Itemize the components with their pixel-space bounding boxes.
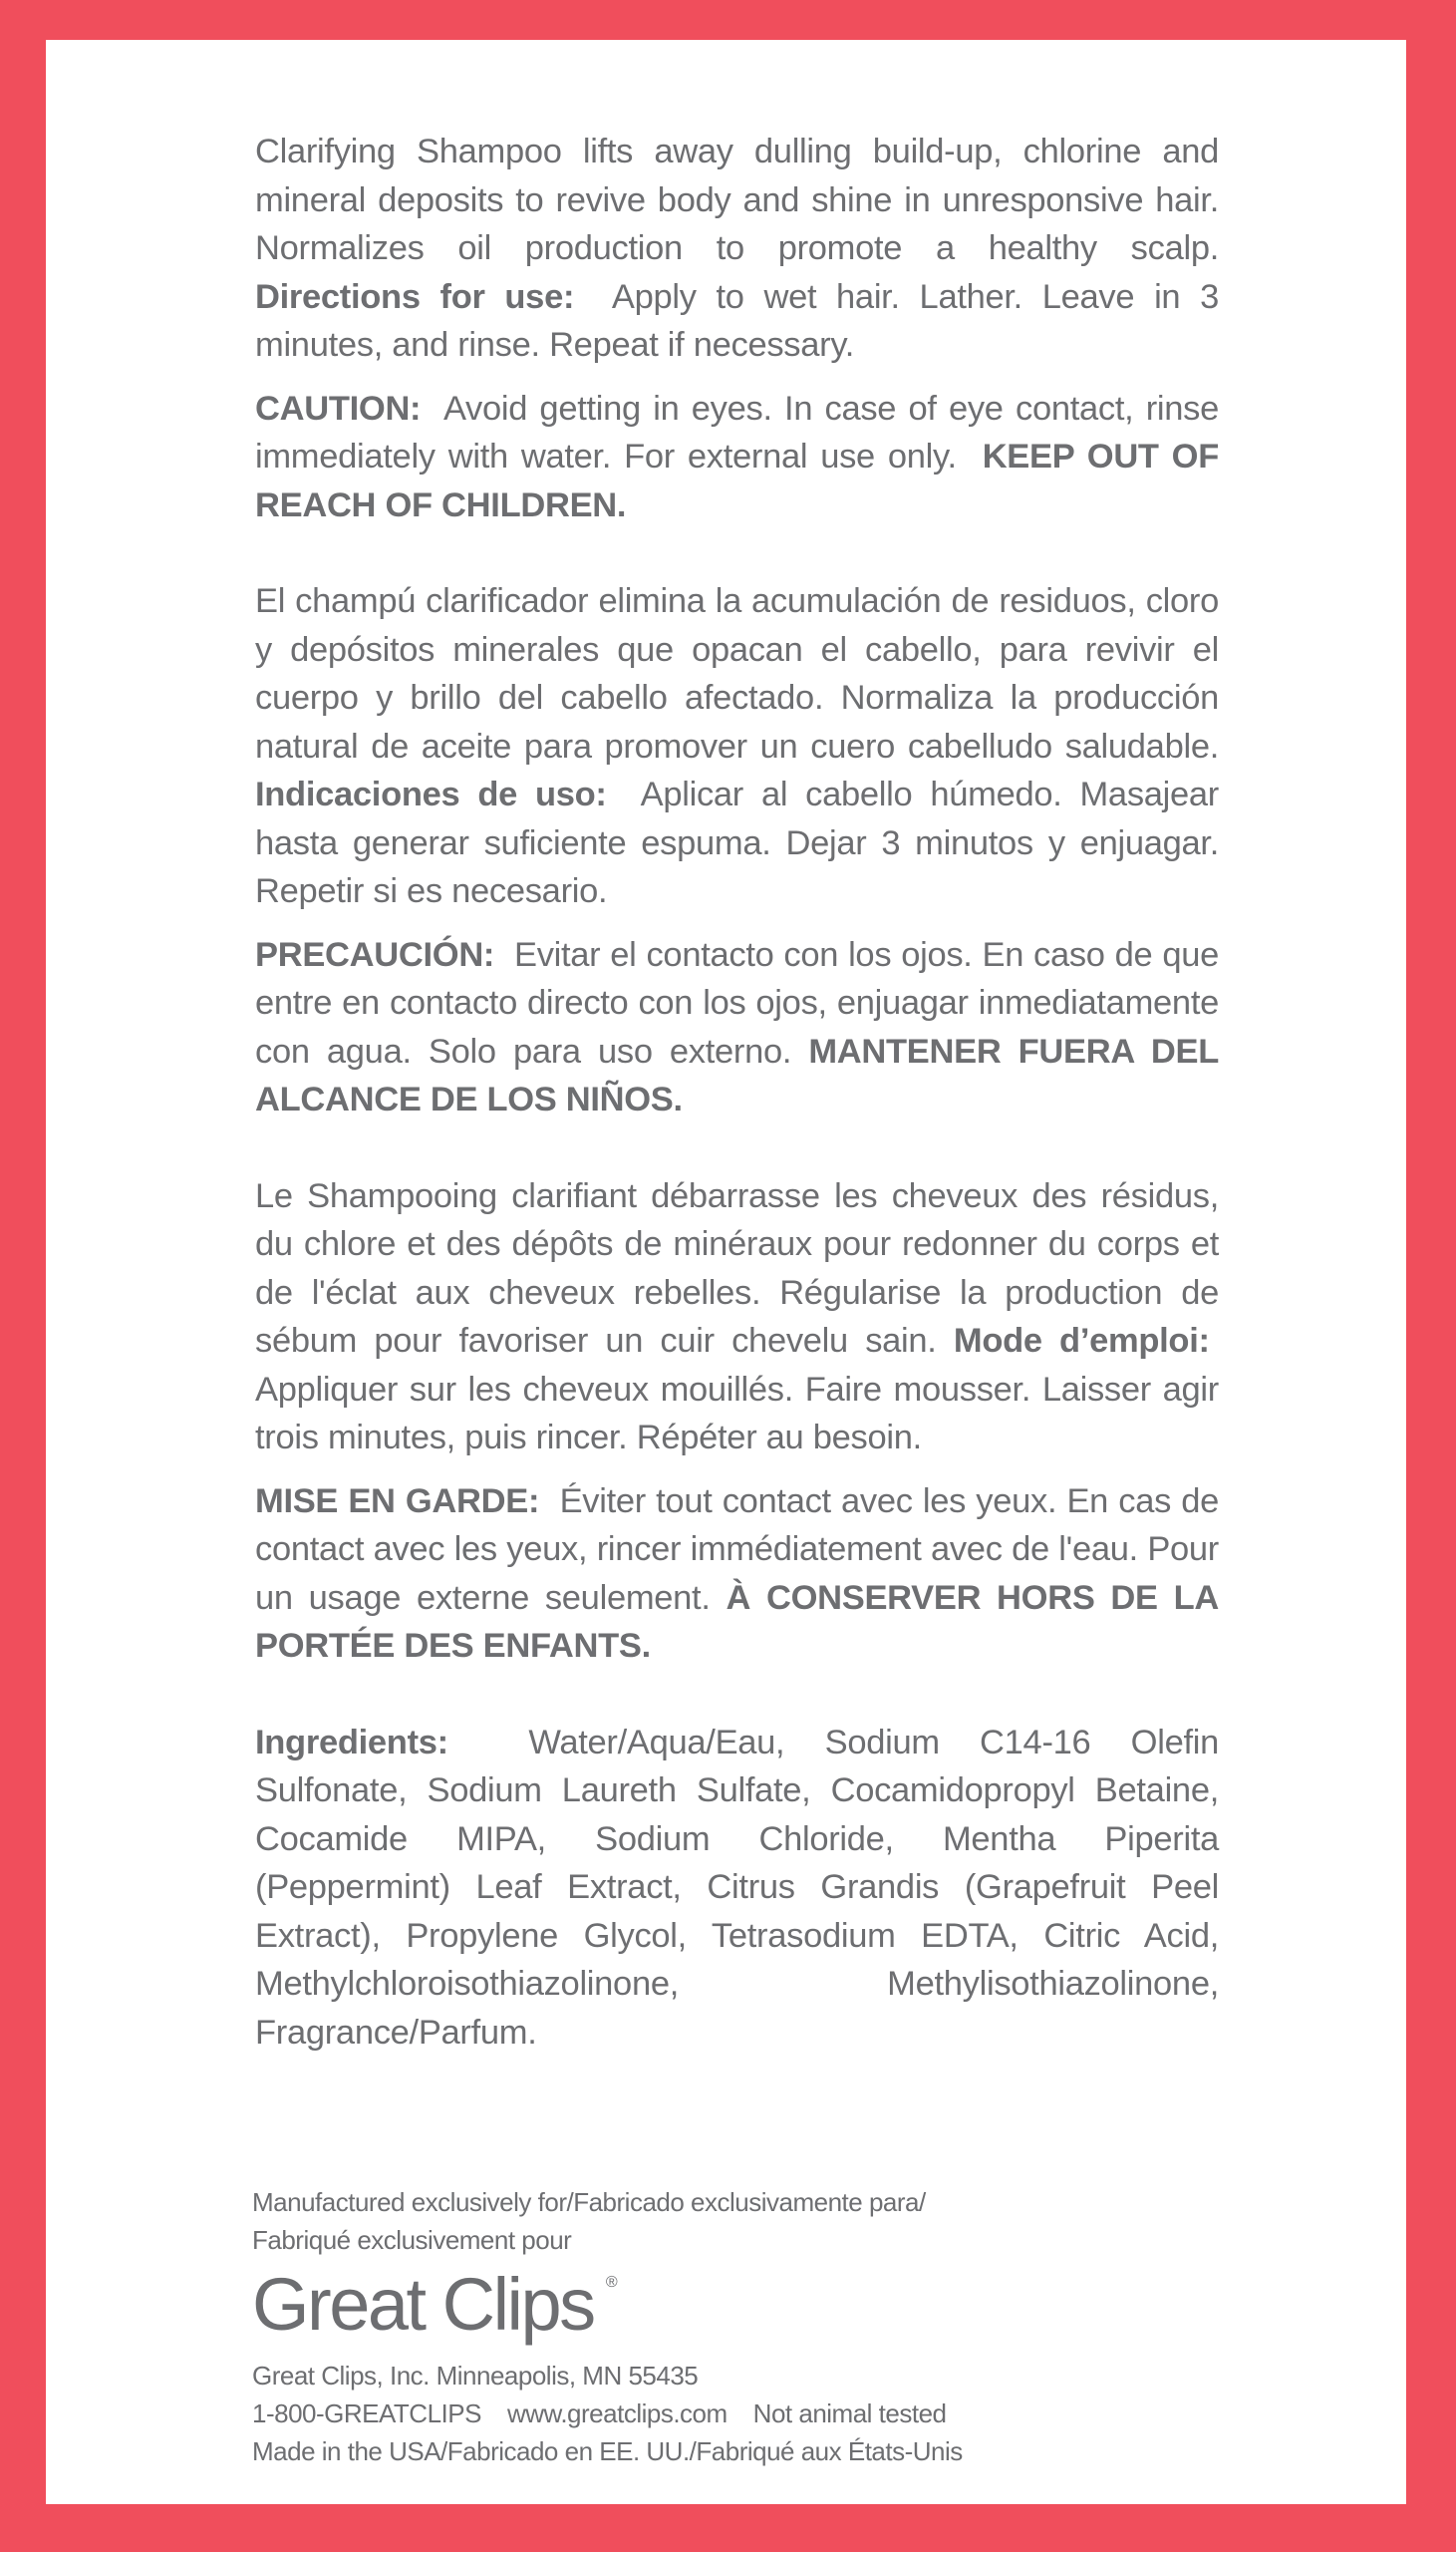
spanish-caution-label: PRECAUCIÓN: bbox=[255, 935, 495, 974]
spanish-caution-text: Evitar el contacto con los ojos. En caso de que entre en contacto directo con los ojos, enjuagar inmediatamente con agua. Solo para uso externo. bbox=[255, 935, 1219, 1071]
english-caution-paragraph bbox=[255, 385, 1219, 530]
ingredients-paragraph bbox=[255, 1719, 1219, 2058]
french-directions-text: Appliquer sur les cheveux mouillés. Faire mousser. Laisser agir trois minutes, puis rincer. Répéter au besoin. bbox=[255, 1370, 1219, 1456]
website: www.greatclips.com bbox=[506, 2398, 728, 2428]
english-caution-text: Avoid getting in eyes. In case of eye contact, rinse immediately with water. For external use only. bbox=[255, 389, 1219, 476]
spanish-directions-text: Aplicar al cabello húmedo. Masajear hasta generar suficiente espuma. Dejar 3 minutos y enjuagar. Repetir si es necesario. bbox=[255, 776, 1219, 910]
phone-number: 1-800-GREATCLIPS bbox=[252, 2398, 481, 2428]
spanish-section bbox=[255, 577, 1219, 1124]
spanish-caution-paragraph bbox=[255, 931, 1219, 1124]
ingredients-section bbox=[255, 1719, 1219, 2058]
english-warning: KEEP OUT OF REACH OF CHILDREN. bbox=[255, 438, 1219, 524]
spanish-description: El champú clarificador elimina la acumulación de residuos, cloro y depósitos minerales que opacan el cabello, para revivir el cuerpo y brillo del cabello afectado. Normaliza la producción natural de aceite para promover un cuero cabelludo saludable. bbox=[255, 582, 1219, 766]
not-animal-tested: Not animal tested bbox=[752, 2398, 947, 2428]
spanish-warning: MANTENER FUERA DEL ALCANCE DE LOS NIÑOS. bbox=[255, 1032, 1219, 1118]
french-caution-label: MISE EN GARDE: bbox=[255, 1481, 540, 1520]
french-section bbox=[255, 1172, 1219, 1671]
french-caution-paragraph bbox=[255, 1477, 1219, 1671]
made-in-line: Made in the USA/Fabricado en EE. UU./Fabriqué aux États-Unis bbox=[252, 2436, 963, 2466]
manufactured-for-line-2: Fabriqué exclusivement pour bbox=[252, 2225, 572, 2255]
french-directions-label: Mode d’emploi: bbox=[953, 1322, 1210, 1360]
contact-line bbox=[252, 2394, 1149, 2432]
spanish-directions-label: Indicaciones de uso: bbox=[255, 776, 607, 813]
manufactured-for-line-1: Manufactured exclusively for/Fabricado exclusivamente para/ bbox=[252, 2187, 926, 2217]
english-section bbox=[255, 128, 1219, 529]
french-description: Le Shampooing clarifiant débarrasse les cheveux des résidus, du chlore et des dépôts de minéraux pour redonner du corps et de l'éclat aux cheveux rebelles. Régularise la production de sébum pour favoriser un cuir chevelu sain. bbox=[255, 1176, 1219, 1360]
english-description: Clarifying Shampoo lifts away dulling build-up, chlorine and mineral deposits to revive body and shine in unresponsive hair. Normalizes oil production to promote a healthy scalp. bbox=[255, 133, 1219, 267]
english-directions-text: Apply to wet hair. Lather. Leave in 3 minutes, and rinse. Repeat if necessary. bbox=[255, 277, 1220, 364]
registered-mark: ® bbox=[605, 2274, 618, 2291]
logo-wordmark: Great Clips bbox=[252, 2263, 594, 2346]
ingredients-label: Ingredients: bbox=[255, 1723, 448, 1761]
ingredients-list: Water/Aqua/Eau, Sodium C14-16 Olefin Sulfonate, Sodium Laureth Sulfate, Cocamidopropyl Betaine, Cocamide MIPA, Sodium Chloride, Mentha Piperita (Peppermint) Leaf Extract, Citrus Grandis (Grapefruit Peel Extract), Propylene Glycol, Tetrasodium EDTA, Citric Acid, Methylchloroisothiazolinone, Methylisothiazolinone, Fragrance/Parfum. bbox=[255, 1723, 1219, 2052]
company-address: Great Clips, Inc. Minneapolis, MN 55435 bbox=[252, 2361, 699, 2391]
french-warning: À CONSERVER HORS DE LA PORTÉE DES ENFANTS. bbox=[255, 1578, 1219, 1665]
label-content bbox=[255, 128, 1219, 2057]
english-caution-label: CAUTION: bbox=[255, 389, 422, 428]
french-caution-text: Éviter tout contact avec les yeux. En cas de contact avec les yeux, rincer immédiatement avec de l'eau. Pour un usage externe seulement. bbox=[255, 1481, 1219, 1617]
english-directions-label: Directions for use: bbox=[255, 277, 575, 316]
manufacturer-footer bbox=[252, 2183, 1149, 2470]
great-clips-logo bbox=[252, 2261, 618, 2349]
spanish-description-paragraph bbox=[255, 577, 1219, 916]
french-description-paragraph bbox=[255, 1172, 1219, 1462]
english-description-paragraph bbox=[255, 128, 1219, 370]
